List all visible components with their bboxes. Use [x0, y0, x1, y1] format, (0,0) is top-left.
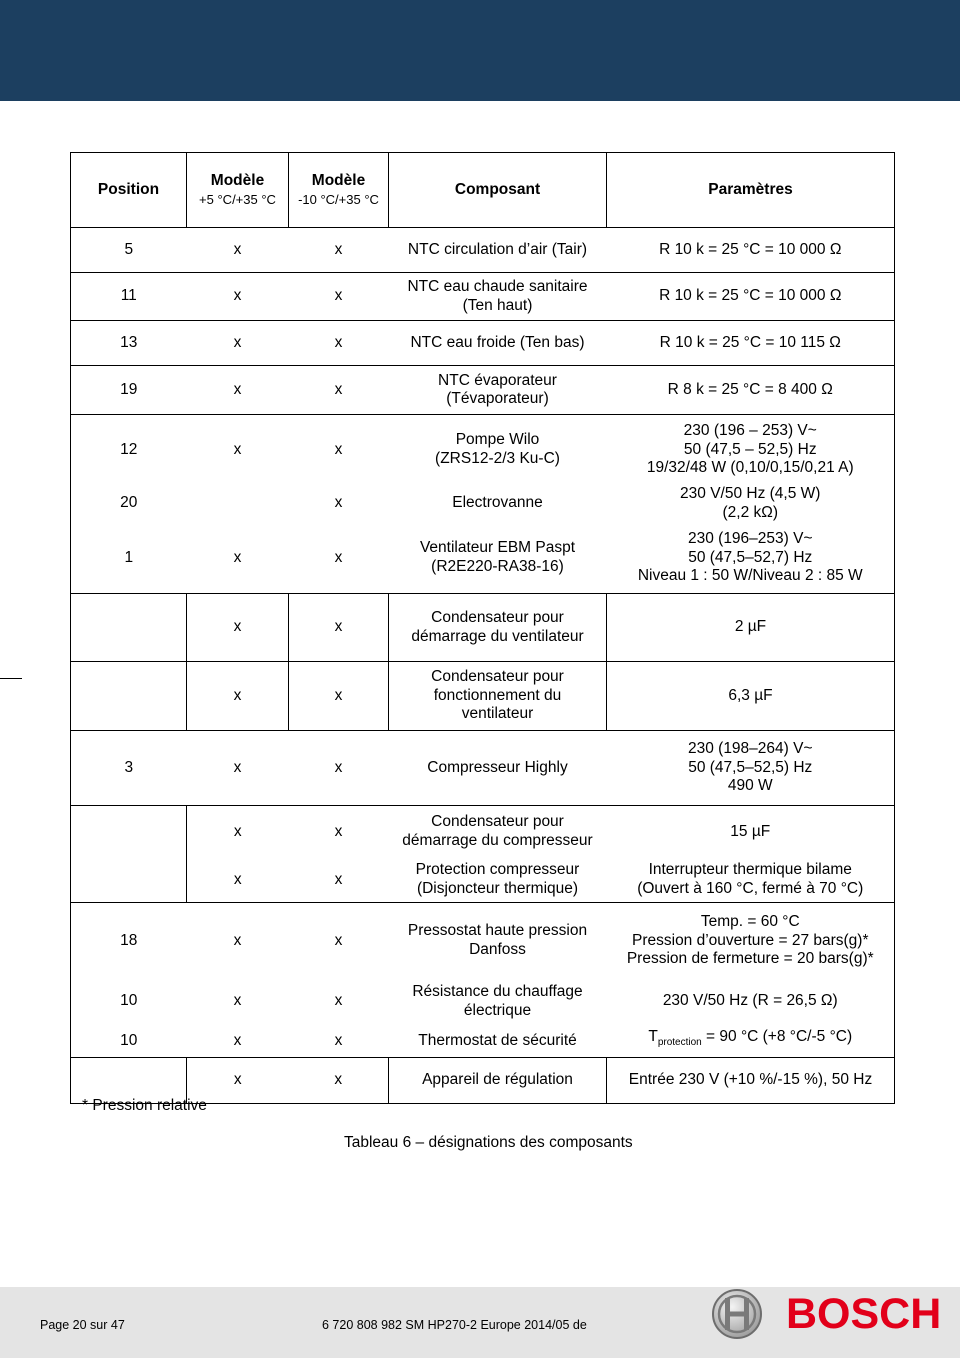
- header-component: Composant: [389, 153, 607, 228]
- table-row: [71, 228, 895, 273]
- header-position: Position: [71, 153, 187, 228]
- cell-model-2: x: [289, 903, 389, 979]
- cell-parameter: R 8 k = 25 °C = 8 400 Ω: [607, 366, 895, 415]
- cell-model-1: x: [187, 858, 289, 903]
- cell-parameter: 230 V/50 Hz (R = 26,5 Ω): [607, 979, 895, 1025]
- cell-component: Electrovanne: [452, 494, 543, 512]
- cell-parameter: 6,3 µF: [607, 662, 895, 731]
- cell-component: Ventilateur EBM Paspt (R2E220-RA38-16): [389, 523, 607, 594]
- table-header-row: [71, 153, 895, 228]
- margin-mark: [0, 678, 22, 679]
- cell-position: 12: [71, 415, 187, 485]
- cell-component: NTC eau chaude sanitaire (Ten haut): [389, 273, 607, 321]
- table-row: [71, 523, 895, 594]
- cell-component: Appareil de régulation: [389, 1058, 607, 1104]
- table-row: [71, 273, 895, 321]
- cell-parameter: 2 µF: [607, 594, 895, 662]
- header-bar: [0, 0, 960, 101]
- cell-position: 11: [71, 273, 187, 321]
- cell-model-1: x: [187, 662, 289, 731]
- table-row: [71, 731, 895, 806]
- cell-model-2: x: [289, 366, 389, 415]
- cell-model-2: x: [334, 992, 343, 1010]
- cell-position: 18: [71, 903, 187, 979]
- cell-position: 1: [71, 523, 187, 594]
- cell-model-2: x: [289, 415, 389, 485]
- cell-parameter: 230 (198–264) V~ 50 (47,5–52,5) Hz 490 W: [607, 731, 895, 806]
- cell-model-2: x: [289, 731, 389, 806]
- table-row: [71, 415, 895, 485]
- cell-model-1: x: [187, 1058, 289, 1104]
- cell-model-2: x: [289, 1025, 389, 1058]
- cell-model-2: x: [289, 806, 389, 858]
- cell-position: 13: [71, 321, 187, 366]
- cell-parameter: R 10 k = 25 °C = 10 000 Ω: [607, 273, 895, 321]
- cell-parameter: Interrupteur thermique bilame (Ouvert à 160 °C, fermé à 70 °C): [607, 858, 895, 903]
- cell-model-2: x: [289, 1058, 389, 1104]
- table-row: [71, 858, 895, 903]
- header-parameters: Paramètres: [607, 153, 895, 228]
- cell-component: NTC circulation d’air (Tair): [389, 228, 607, 273]
- cell-position: 19: [71, 366, 187, 415]
- page-number: Page 20 sur 47: [40, 1318, 125, 1332]
- table-row: [71, 485, 895, 523]
- header-model-1: [187, 153, 289, 228]
- cell-parameter: 15 µF: [607, 806, 895, 858]
- cell-position: [71, 806, 187, 858]
- header-model-2-label: Modèle: [311, 172, 366, 190]
- table-row: [71, 806, 895, 858]
- table-row: [71, 321, 895, 366]
- cell-position: 10: [71, 1025, 187, 1058]
- cell-model-1: x: [187, 731, 289, 806]
- cell-position: 3: [71, 731, 187, 806]
- cell-component: Résistance du chauffage électrique: [412, 983, 583, 1019]
- cell-model-2: x: [289, 858, 389, 903]
- cell-model-2: x: [289, 321, 389, 366]
- cell-model-2: x: [289, 273, 389, 321]
- param-prefix: T: [648, 1028, 658, 1046]
- cell-position: [71, 858, 187, 903]
- table-row: [71, 594, 895, 662]
- cell-model-1: x: [187, 228, 289, 273]
- cell-model-2: x: [289, 662, 389, 731]
- cell-component: Protection compresseur (Disjoncteur thermique): [389, 858, 607, 903]
- cell-parameter: Entrée 230 V (+10 %/-15 %), 50 Hz: [607, 1058, 895, 1104]
- bosch-armature-logo-icon: [711, 1288, 763, 1340]
- cell-model-2: x: [334, 494, 343, 512]
- cell-parameter: 230 V/50 Hz (4,5 W) (2,2 kΩ): [607, 485, 895, 523]
- cell-position: 5: [71, 228, 187, 273]
- cell-model-1: x: [187, 523, 289, 594]
- cell-parameter: 230 (196 – 253) V~ 50 (47,5 – 52,5) Hz 19/32/48 W (0,10/0,15/0,21 A): [607, 415, 895, 485]
- cell-parameter: [607, 1025, 895, 1058]
- cell-component: Pompe Wilo (ZRS12-2/3 Ku-C): [389, 415, 607, 485]
- cell-model-1: [187, 485, 289, 523]
- document-reference: 6 720 808 982 SM HP270-2 Europe 2014/05 de: [322, 1318, 587, 1332]
- cell-model-1: x: [187, 273, 289, 321]
- table-row: [71, 979, 895, 1025]
- header-model-1-label: Modèle: [210, 172, 265, 190]
- cell-position: [71, 662, 187, 731]
- brand-logo-text: BOSCH: [786, 1290, 942, 1338]
- header-model-2: [289, 153, 389, 228]
- table-row: [71, 903, 895, 979]
- cell-component: Condensateur pour démarrage du ventilateur: [389, 594, 607, 662]
- cell-model-1: x: [187, 366, 289, 415]
- cell-component: Pressostat haute pression Danfoss: [389, 903, 607, 979]
- cell-model-1: x: [187, 594, 289, 662]
- cell-model-1: x: [187, 415, 289, 485]
- table-row: [71, 662, 895, 731]
- cell-component: Thermostat de sécurité: [389, 1025, 607, 1058]
- cell-model-1: x: [187, 903, 289, 979]
- cell-component: Compresseur Highly: [389, 731, 607, 806]
- cell-model-2: x: [289, 523, 389, 594]
- cell-model-1: x: [187, 321, 289, 366]
- cell-model-1: x: [233, 992, 242, 1010]
- cell-model-2: x: [289, 594, 389, 662]
- header-model-2-range: -10 °C/+35 °C: [298, 191, 379, 207]
- cell-model-2: x: [289, 228, 389, 273]
- cell-model-1: x: [187, 806, 289, 858]
- table-row: [71, 366, 895, 415]
- cell-component: Condensateur pour démarrage du compresseur: [389, 806, 607, 858]
- cell-position: 10: [71, 979, 187, 1025]
- table-row: [71, 1025, 895, 1058]
- cell-position: 20: [71, 485, 187, 523]
- cell-component: Condensateur pour fonctionnement du ventilateur: [389, 662, 607, 731]
- cell-parameter: R 10 k = 25 °C = 10 000 Ω: [607, 228, 895, 273]
- param-suffix: = 90 °C (+8 °C/-5 °C): [701, 1028, 853, 1046]
- cell-component: NTC eau froide (Ten bas): [389, 321, 607, 366]
- components-table: [70, 152, 895, 1104]
- header-model-1-range: +5 °C/+35 °C: [199, 191, 276, 207]
- footnote: * Pression relative: [82, 1097, 207, 1114]
- cell-model-1: x: [187, 1025, 289, 1058]
- param-subscript: protection: [657, 1037, 702, 1049]
- cell-position: [71, 594, 187, 662]
- cell-component: NTC évaporateur (Tévaporateur): [389, 366, 607, 415]
- table-caption: Tableau 6 – désignations des composants: [344, 1134, 633, 1151]
- cell-parameter: R 10 k = 25 °C = 10 115 Ω: [607, 321, 895, 366]
- cell-parameter: 230 (196–253) V~ 50 (47,5–52,7) Hz Niveau 1 : 50 W/Niveau 2 : 85 W: [607, 523, 895, 594]
- cell-parameter: Temp. = 60 °C Pression d’ouverture = 27 bars(g)* Pression de fermeture = 20 bars(g)*: [607, 903, 895, 979]
